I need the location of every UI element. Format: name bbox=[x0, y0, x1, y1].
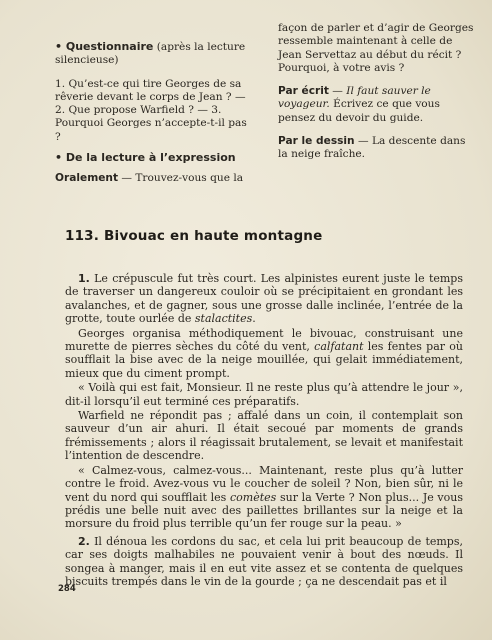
questionnaire-note: (après la lecture silencieuse) bbox=[55, 41, 246, 67]
ecrit-subject: Il faut sauver le voyageur. bbox=[278, 85, 431, 111]
oral-text: — Trouvez-vous que la bbox=[118, 172, 244, 185]
expression-heading-text: • De la lecture à l’expression bbox=[55, 151, 236, 165]
paragraph-4: Warfield ne répondit pas ; affalé dans un coin, il contemplait son sauveur d’un air ahuri. Il était secoué par moments de grands frémissements ; alors il réagissait brutalement, se levait et manifestait l’intention de descendre. bbox=[65, 409, 463, 463]
paragraph-2-italic: calfatant bbox=[314, 340, 364, 354]
paragraph-2 bbox=[65, 327, 463, 381]
ecrit-text: Écrivez ce que vous pensez du devoir du guide. bbox=[278, 98, 440, 124]
paragraph-6-text: Il dénoua les cordons du sac, et cela lui prit beaucoup de temps, car ses doigts malhabiles ne pouvaient venir à bout des nœuds. Il songea à manger, mais il en eut vite assez et se contenta de quelques biscuits trempés dans le vin de la gourde ; ça ne descendait pas et il bbox=[65, 534, 463, 588]
paragraph-5 bbox=[65, 464, 463, 531]
paragraph-1-italic: stalactites bbox=[194, 312, 253, 326]
paragraph-2-text: Georges organisa méthodiquement le bivouac, construisant une murette de pierres sèches du côté du vent, bbox=[65, 326, 463, 354]
questionnaire-column bbox=[55, 40, 255, 193]
section-number-2: 2. bbox=[78, 534, 90, 548]
drawing-exercise bbox=[278, 135, 478, 162]
paragraph-3: « Voilà qui est fait, Monsieur. Il ne reste plus qu’à attendre le jour », dit-il lorsqu’il eut terminé ces préparatifs. bbox=[65, 381, 463, 408]
paragraph-1 bbox=[65, 272, 463, 326]
dessin-label: Par le dessin bbox=[278, 135, 355, 148]
questions-list: 1. Qu’est-ce qui tire Georges de sa rêverie devant le corps de Jean ? — 2. Que propose Warfield ? — 3. Pourquoi Georges n’accepte-t-il pas ? bbox=[55, 77, 247, 143]
oral-exercise bbox=[55, 172, 255, 185]
questionnaire-block bbox=[55, 40, 255, 68]
exercise-column bbox=[278, 22, 478, 169]
ecrit-label: Par écrit bbox=[278, 85, 329, 98]
ecrit-dash: — bbox=[328, 85, 347, 98]
chapter-title: 113. Bivouac en haute montagne bbox=[65, 228, 323, 244]
written-exercise bbox=[278, 85, 478, 125]
chapter-body bbox=[65, 272, 463, 589]
paragraph-5-text: « Calmez-vous, calmez-vous... Maintenant, reste plus qu’à lutter contre le froid. Avez-vous vu le coucher de soleil ? Non, bien sûr, ni le vent du nord qui soufflait les bbox=[65, 463, 463, 504]
paragraph-6 bbox=[65, 535, 463, 589]
oral-continuation: façon de parler et d’agir de Georges ressemble maintenant à celle de Jean Servettaz au début du récit ? Pourquoi, à votre avis ? bbox=[278, 22, 474, 74]
questionnaire-heading: • Questionnaire bbox=[55, 40, 154, 53]
dessin-text: — La descente dans la neige fraîche. bbox=[278, 135, 466, 161]
paragraph-5-italic: comètes bbox=[230, 490, 277, 504]
page-number: 284 bbox=[58, 584, 76, 594]
oral-label: Oralement bbox=[55, 172, 119, 185]
section-number-1: 1. bbox=[78, 272, 90, 285]
paragraph-5-end: sur la Verte ? Non plus... Je vous prédis une belle nuit avec des paillettes brillantes sur la neige et la morsure du froid plus terrible qu’un fer rouge sur la peau. » bbox=[65, 490, 464, 531]
paragraph-1-text: Le crépuscule fut très court. Les alpinistes eurent juste le temps de traverser un dangereux couloir où se précipitaient en grondant les avalanches, et de gagner, sous une grosse dalle inclinée, l’entrée de la grotte, toute ourlée de bbox=[65, 272, 463, 326]
paragraph-2-end: les fentes par où soufflait la bise avec de la neige mouillée, qui gelait immédiatement, mieux que du ciment prompt. bbox=[65, 340, 463, 380]
expression-heading bbox=[55, 151, 255, 165]
paragraph-1-end: . bbox=[252, 312, 256, 326]
